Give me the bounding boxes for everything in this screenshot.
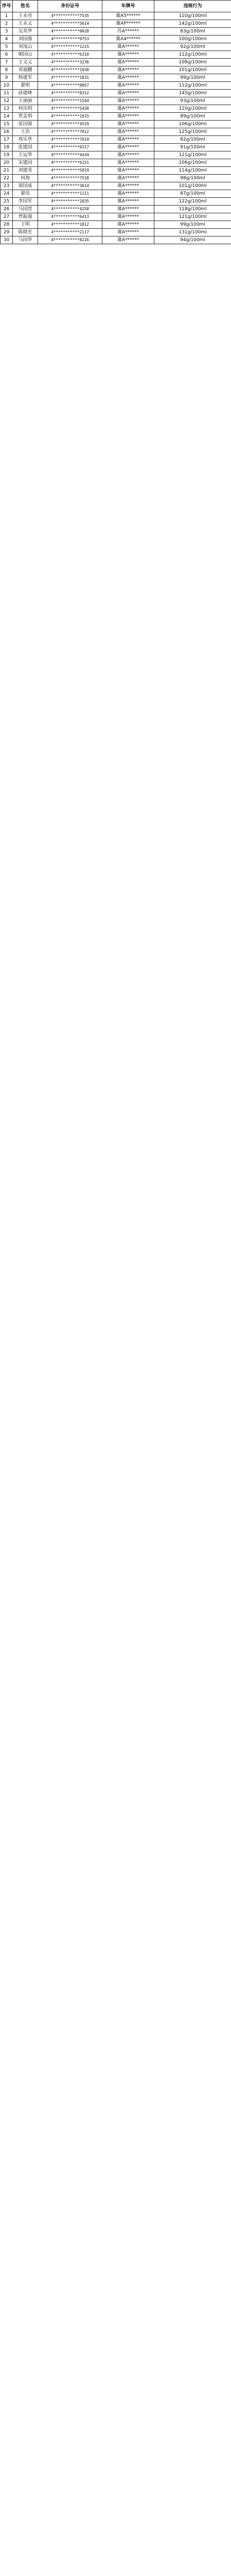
person-name: 王浩 <box>13 128 38 136</box>
row-index: 15 <box>1 121 13 128</box>
plate-number: 冀A****** <box>102 159 154 167</box>
violation-value: 110g/100ml <box>154 105 231 113</box>
plate-number: 冀A****** <box>102 97 154 105</box>
violation-value: 108g/100ml <box>154 59 231 66</box>
row-index: 13 <box>1 105 13 113</box>
table-row <box>1 128 231 136</box>
violation-value: 106g/100ml <box>154 159 231 167</box>
row-index: 8 <box>1 66 13 74</box>
violation-value: 89g/100ml <box>154 113 231 121</box>
plate-number: 冀A****** <box>102 74 154 82</box>
person-name: 王运华 <box>13 151 38 159</box>
plate-number: 冀A****** <box>102 151 154 159</box>
table-row <box>1 121 231 128</box>
violation-table <box>0 0 231 244</box>
table-header <box>1 1 231 12</box>
violation-value: 99g/100ml <box>154 74 231 82</box>
violation-value: 99g/100ml <box>154 221 231 229</box>
table-row <box>1 105 231 113</box>
id-number: 4***********5430 <box>38 105 102 113</box>
violation-value: 125g/100ml <box>154 128 231 136</box>
person-name: 马国营 <box>13 206 38 213</box>
violation-value: 121g/100ml <box>154 151 231 159</box>
violation-value: 101g/100ml <box>154 66 231 74</box>
plate-number: 冀A****** <box>102 59 154 66</box>
violation-value: 112g/100ml <box>154 51 231 59</box>
plate-number: 冀A****** <box>102 221 154 229</box>
table-row <box>1 51 231 59</box>
person-name: 朝国山 <box>13 51 38 59</box>
row-index: 21 <box>1 167 13 175</box>
id-number: 4***********2117 <box>38 229 102 236</box>
plate-number: 冀A****** <box>102 105 154 113</box>
table-row <box>1 36 231 43</box>
row-index: 3 <box>1 28 13 36</box>
id-number: 4***********6413 <box>38 213 102 221</box>
plate-number: 冀A****** <box>102 144 154 151</box>
table-row <box>1 213 231 221</box>
person-name: 翟明 <box>13 82 38 90</box>
plate-number: 冀A****** <box>102 213 154 221</box>
violation-value: 131g/100ml <box>154 229 231 236</box>
table-row <box>1 28 231 36</box>
table-row <box>1 20 231 28</box>
id-number: 4***********5819 <box>38 167 102 175</box>
person-name: 马国华 <box>13 236 38 244</box>
violation-value: 91g/100ml <box>154 144 231 151</box>
violation-value: 83g/100ml <box>154 28 231 36</box>
row-index: 10 <box>1 82 13 90</box>
violation-value: 106g/100ml <box>154 121 231 128</box>
row-index: 1 <box>1 12 13 20</box>
row-index: 29 <box>1 229 13 236</box>
table-row <box>1 144 231 151</box>
row-index: 20 <box>1 159 13 167</box>
id-number: 4***********6310 <box>38 51 102 59</box>
plate-number: 冀A****** <box>102 167 154 175</box>
person-name: 翟伟 <box>13 190 38 198</box>
plate-number: 冀A****** <box>102 113 154 121</box>
plate-number: 冀A****** <box>102 121 154 128</box>
person-name: 杨建军 <box>13 74 38 82</box>
table-row <box>1 66 231 74</box>
row-index: 26 <box>1 206 13 213</box>
id-number: 4***********3236 <box>38 59 102 66</box>
plate-number: 冀A****** <box>102 190 154 198</box>
row-index: 28 <box>1 221 13 229</box>
violation-value: 101g/100ml <box>154 182 231 190</box>
row-index: 23 <box>1 182 13 190</box>
row-index: 24 <box>1 190 13 198</box>
table-row <box>1 151 231 159</box>
plate-number: 冀A****** <box>102 206 154 213</box>
row-index: 7 <box>1 59 13 66</box>
row-index: 14 <box>1 113 13 121</box>
table-row <box>1 206 231 213</box>
plate-number: 冀A4****** <box>102 36 154 43</box>
plate-number: 冀A****** <box>102 182 154 190</box>
violation-value: 98g/100ml <box>154 175 231 182</box>
plate-number: 冀A****** <box>102 43 154 51</box>
header-cell-violation: 违规行为 <box>154 1 231 12</box>
id-number: 4***********7812 <box>38 128 102 136</box>
row-index: 2 <box>1 20 13 28</box>
id-number: 4***********1838 <box>38 66 102 74</box>
row-index: 30 <box>1 236 13 244</box>
violation-value: 110g/100ml <box>154 12 231 20</box>
id-number: 4***********4519 <box>38 121 102 128</box>
plate-number: 冀A****** <box>102 175 154 182</box>
table-row <box>1 43 231 51</box>
violation-value: 94g/100ml <box>154 236 231 244</box>
id-number: 4***********9753 <box>38 36 102 43</box>
row-index: 4 <box>1 36 13 43</box>
plate-number: 冀A5****** <box>102 12 154 20</box>
plate-number: 冀A****** <box>102 128 154 136</box>
person-name: 梁国成 <box>13 182 38 190</box>
id-number: 4***********1831 <box>38 74 102 82</box>
id-number: 4***********0317 <box>38 144 102 151</box>
person-name: 周乐华 <box>13 136 38 144</box>
violation-value: 142g/100ml <box>154 20 231 28</box>
table-row <box>1 74 231 82</box>
person-name: 刘凤山 <box>13 43 38 51</box>
plate-number: 冀A****** <box>102 66 154 74</box>
person-name: 吴英华 <box>13 28 38 36</box>
row-index: 17 <box>1 136 13 144</box>
table-row <box>1 182 231 190</box>
violation-value: 118g/100ml <box>154 206 231 213</box>
header-row <box>1 1 231 12</box>
id-number: 4***********8312 <box>38 90 102 97</box>
id-number: 4***********0057 <box>38 82 102 90</box>
violation-value: 145g/100ml <box>154 90 231 97</box>
table-row <box>1 97 231 105</box>
person-name: 王文义 <box>13 59 38 66</box>
plate-number: 冀A****** <box>102 236 154 244</box>
table-row <box>1 236 231 244</box>
table-row <box>1 136 231 144</box>
id-number: 4***********7535 <box>38 12 102 20</box>
row-index: 9 <box>1 74 13 82</box>
id-number: 4***********8216 <box>38 236 102 244</box>
id-number: 4***********1835 <box>38 198 102 206</box>
violation-value: 112g/100ml <box>154 82 231 90</box>
row-index: 19 <box>1 151 13 159</box>
person-name: 王永义 <box>13 20 38 28</box>
row-index: 18 <box>1 144 13 151</box>
plate-number: 冀A****** <box>102 229 154 236</box>
violation-value: 122g/100ml <box>154 198 231 206</box>
id-number: 4***********1211 <box>38 190 102 198</box>
row-index: 22 <box>1 175 13 182</box>
table-row <box>1 113 231 121</box>
row-index: 11 <box>1 90 13 97</box>
violation-value: 100g/100ml <box>154 36 231 43</box>
id-number: 4***********4434 <box>38 151 102 159</box>
person-name: 贾振强 <box>13 213 38 221</box>
violation-value: 114g/100ml <box>154 167 231 175</box>
row-index: 16 <box>1 128 13 136</box>
plate-number: 苏A****** <box>102 28 154 36</box>
id-number: 4***********1544 <box>38 97 102 105</box>
id-number: 4***********1812 <box>38 221 102 229</box>
person-name: 张国强 <box>13 121 38 128</box>
row-index: 25 <box>1 198 13 206</box>
table-row <box>1 175 231 182</box>
violation-value: 92g/100ml <box>154 43 231 51</box>
person-name: 张建国 <box>13 144 38 151</box>
person-name: 贾孟利 <box>13 113 38 121</box>
table-row <box>1 159 231 167</box>
person-name: 王丽丽 <box>13 97 38 105</box>
person-name: 何海 <box>13 175 38 182</box>
person-name: 宋建国 <box>13 159 38 167</box>
header-cell-index: 序号 <box>1 1 13 12</box>
row-index: 27 <box>1 213 13 221</box>
row-index: 12 <box>1 97 13 105</box>
person-name: 刘国强 <box>13 36 38 43</box>
person-name: 孙建峰 <box>13 90 38 97</box>
header-cell-plate: 车牌号 <box>102 1 154 12</box>
table-row <box>1 12 231 20</box>
plate-number: 冀A****** <box>102 136 154 144</box>
person-name: 王明 <box>13 221 38 229</box>
plate-number: 冀AP****** <box>102 20 154 28</box>
id-number: 4***********3614 <box>38 182 102 190</box>
id-number: 4***********6151 <box>38 159 102 167</box>
person-name: 刘建英 <box>13 167 38 175</box>
person-name: 邓福鹏 <box>13 66 38 74</box>
plate-number: 冀A****** <box>102 82 154 90</box>
table-row <box>1 190 231 198</box>
id-number: 4***********7019 <box>38 136 102 144</box>
person-name: 王永亮 <box>13 12 38 20</box>
table-row <box>1 59 231 66</box>
person-name: 陈晓光 <box>13 229 38 236</box>
table-row <box>1 229 231 236</box>
violation-value: 121g/100ml <box>154 213 231 221</box>
plate-number: 冀A****** <box>102 90 154 97</box>
violation-value: 82g/100ml <box>154 136 231 144</box>
id-number: 4***********0028 <box>38 28 102 36</box>
id-number: 4***********4258 <box>38 206 102 213</box>
id-number: 4***********1215 <box>38 43 102 51</box>
table-body <box>1 12 231 244</box>
id-number: 4***********5614 <box>38 20 102 28</box>
table-row <box>1 167 231 175</box>
id-number: 4***********1815 <box>38 113 102 121</box>
violation-value: 93g/100ml <box>154 97 231 105</box>
plate-number: 冀A****** <box>102 198 154 206</box>
row-index: 5 <box>1 43 13 51</box>
person-name: 李国军 <box>13 198 38 206</box>
row-index: 6 <box>1 51 13 59</box>
table-row <box>1 90 231 97</box>
table-row <box>1 198 231 206</box>
violation-value: 87g/100ml <box>154 190 231 198</box>
header-cell-id-number: 身份证号 <box>38 1 102 12</box>
plate-number: 冀A****** <box>102 51 154 59</box>
table-row <box>1 82 231 90</box>
person-name: 何庆明 <box>13 105 38 113</box>
id-number: 4***********7518 <box>38 175 102 182</box>
header-cell-name: 姓名 <box>13 1 38 12</box>
table-row <box>1 221 231 229</box>
